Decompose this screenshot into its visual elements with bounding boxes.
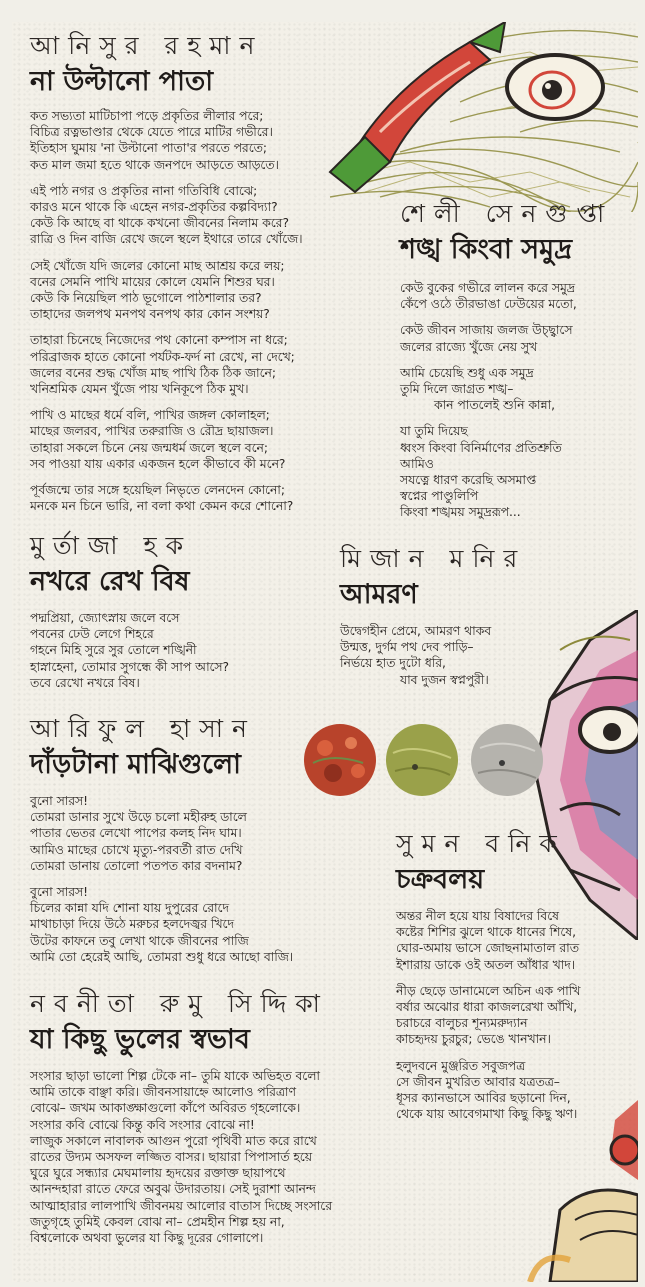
poem-line: পরিব্রাজক হাতে কোনো পর্যটক-ফর্দ না রেখে, না দেখে; [30, 349, 295, 364]
poem-line: কেউ কি নিয়েছিল পাঠ ভূগোলে পাঠশালার তর? [30, 290, 262, 305]
poem-title: না উল্টানো পাতা [30, 65, 214, 97]
poem-line: সংসার ছাড়া ভালো শিল্প টেকে না– তুমি যাকে অভিহত বলো [30, 1068, 320, 1083]
poem-line: পদ্মপ্রিয়া, জ্যোৎস্নায় জলে বসে [30, 610, 180, 625]
stanza [396, 908, 580, 973]
poem-line: বনের সেমনি পাখি মায়ের কোলে যেমনি শিশুর ঘর। [30, 274, 275, 289]
poem-line: বিশ্বলোকে অথবা ভুলের যা কিছু দূরের গোলাপে। [30, 1230, 264, 1245]
bottom-right-abstract-art [520, 1100, 638, 1282]
poem-ariful-hasan [30, 715, 293, 965]
poem-line: তোমরা ডানায় তোলো পতপত কার বদনাম? [30, 858, 243, 873]
poem-line: বর্ষার অঝোর ধারা কাজলরেখা আঁখি, [396, 999, 578, 1014]
poem-line: যা তুমি দিয়েছ [400, 424, 468, 439]
poem-line: গহনে মিহি সুরে সুর তোলে শঙ্খিনী [30, 643, 197, 658]
poem-line: সে জীবন মুখরিত আবার যত্রতত্র– [396, 1074, 560, 1089]
poem-line: কষ্টের শিশির ঝুলে থাকে ধানের শিষে, [396, 925, 576, 940]
stanza [400, 322, 613, 354]
stanza [396, 1058, 580, 1123]
stanza [30, 793, 293, 874]
poem-mizan-monir [340, 545, 526, 688]
poem-line: আমি চেয়েছি শুধু এক সমুদ্র [400, 365, 534, 380]
poem-line: কেউ কি আছে বা থাকে কখনো জীবনের নিলাম করে? [30, 216, 289, 231]
poem-line: তাহারা চিনেছে নিজেদের পথ কোনো কম্পাস না ধরে; [30, 333, 288, 348]
poem-line: কেউ বুকের গভীরে লালন করে সমুদ্র [400, 280, 575, 295]
poem-line: হাস্নাহেনা, তোমার সুগন্ধে কী সাপ আসে? [30, 659, 230, 674]
poem-line: আত্মাহারার লালপাখি জীবনময় আলোর বাতাস দিচ্ছে সংসারে [30, 1198, 332, 1213]
poem-line: সংসার কবি বোঝে কিন্তু কবি সংসার বোঝে না! [30, 1117, 255, 1132]
stanza [340, 623, 526, 688]
poem-line: থেকে যায় আবেগমাখা কিছু কিছু ঋণ। [396, 1107, 578, 1122]
poem-line: জলের রাজ্যে খুঁজে নেয় সুখ [400, 339, 538, 354]
poem-sheli-sengupta [400, 200, 613, 521]
poem-anisur-rahman [30, 32, 303, 514]
poem-murtaja-haq [30, 532, 229, 691]
poem-line: নীড় ছেড়ে ডানামেলে অচিন এক পাখি [396, 983, 581, 998]
poem-line: পাখি ও মাছের ধর্মে বলি, পাখির জঙ্গল কোলাহল; [30, 408, 270, 423]
poet-name: আরিফুল হাসান [30, 714, 256, 743]
poem-line: কিংবা শঙ্খময় সমুদ্ররূপ... [400, 505, 521, 520]
poem-line: নির্ভয়ে হাত দুটো ধরি, [340, 656, 446, 671]
poem-line: তাহাদের জলপথ মনপথ বনপথ কার কোন সংশয়? [30, 307, 270, 322]
poem-line: বুনো সারস! [30, 793, 89, 808]
poem-line: মাছের জলরব, পাখির তরুরাজি ও রৌদ্র ছায়াজল। [30, 424, 274, 439]
poem-line: কারও মনে থাকে কি এহেন নগর-প্রকৃতির কল্পবিদ্যা? [30, 199, 278, 214]
stanza [30, 183, 303, 248]
poem-line: জতুগৃহে তুমিই কেবল বোঝ না– প্রেমহীন শিল্প হয় না, [30, 1214, 285, 1229]
poem-line: কেউ জীবন সাজায় জলজ উচ্ছ্বাসে [400, 323, 573, 338]
poem-line: ইশারায় ডাকে ওই অতল আঁধার খাদ। [396, 957, 576, 972]
poem-line: জলের বনের শুদ্ধ খোঁজ মাছ পাখি ঠিক ঠিক জানে; [30, 365, 276, 380]
stanza [396, 983, 580, 1048]
stanza [30, 1068, 332, 1246]
poem-line: ধ্বংস কিংবা বিনির্মাণের প্রতিশ্রুতি [400, 440, 562, 455]
stanza [400, 280, 613, 312]
poet-name: মুর্তাজা হক [30, 531, 193, 560]
poet-name: সুমন বনিক [396, 829, 566, 858]
poem-line: চিলের কান্না যদি শোনা যায় দুপুরের রোদে [30, 901, 229, 916]
poem-line: অন্তর নীল হয়ে যায় বিষাদের বিষে [396, 908, 559, 923]
poem-line: যাব দুজন স্বপ্নপুরী। [400, 672, 489, 687]
poem-line: পূর্বজন্মে তার সঙ্গে হয়েছিল নিভৃতে লেনদেন কোনো; [30, 482, 286, 497]
poet-name: শেলী সেনগুপ্তা [400, 199, 614, 228]
poem-line: রাতের উদ্যম অসফল লজ্জিত বাসর। ছায়ারা পিপাসার্ত হয়ে [30, 1149, 312, 1164]
poem-title: শঙ্খ কিংবা সমুদ্র [400, 233, 573, 265]
poem-line: আমিও [400, 456, 434, 471]
poem-line: সযত্নে ধারণ করেছি অসমাপ্ত [400, 472, 537, 487]
stanza [30, 482, 303, 514]
poem-line: আমিও মাছের চোখে মৃত্যু-পরবর্তী রাত দেখি [30, 842, 243, 857]
poem-line: এই পাঠ নগর ও প্রকৃতির নানা গতিবিধি বোঝে; [30, 183, 258, 198]
stanza [30, 884, 293, 965]
poem-line: পাতার ভেতর লেখো পাপের কলহ নিদ ঘাম। [30, 826, 242, 841]
poem-line: কেঁপে ওঠে তীরভাঙা ঢেউয়ের মতো, [400, 297, 577, 312]
stanza [30, 332, 303, 397]
poem-line: বুনো সারস! [30, 884, 89, 899]
poem-line: তাহারা সকলে চিনে নেয় জন্মধর্ম জলে স্থলে বনে; [30, 440, 268, 455]
poem-line: হলুদবনে মুঞ্জরিত সবুজপত্র [396, 1058, 526, 1073]
poem-line: বোঝে– জখম আকাঙ্ক্ষাগুলো কাঁপে অবিরত গৃহলোকে। [30, 1101, 301, 1116]
poem-line: উটের কাফনে তবু লেখা থাকে জীবনের পাজি [30, 933, 249, 948]
poem-title: যা কিছু ভুলের স্বভাব [30, 1023, 250, 1055]
poem-line: উদ্বেগহীন প্রেমে, আমরণ থাকব [340, 623, 492, 638]
stanza [30, 610, 229, 691]
stanza [30, 258, 303, 323]
poem-line: স্বপ্নের পাণ্ডুলিপি [400, 489, 479, 504]
poem-line: কাচহৃদয় চুরচুর; ভেঙে খানখান। [396, 1032, 551, 1047]
poem-line: মাথাচাড়া দিয়ে উঠে মরুচর হলদেজ্বর খিদে [30, 917, 234, 932]
poem-line: কান পাতলেই শুনি কান্না, [434, 398, 555, 413]
poem-nabanita-rumu-siddika [30, 990, 332, 1246]
poem-line: লাজুক সকালে নাবালক আগুন পুরো পৃথিবী মাত করে রাখে [30, 1133, 317, 1148]
poem-line: পবনের ঢেউ লেগে শিহরে [30, 627, 154, 642]
red-texture-circle [303, 723, 377, 797]
stanza [400, 423, 613, 520]
poem-line: রাত্রি ও দিন বাজি রেখে জলে স্থলে ইথারে তারে খোঁজে। [30, 232, 303, 247]
poem-line: কত সভ্যতা মাটিচাপা পড়ে প্রকৃতির লীলার পরে; [30, 108, 264, 123]
poem-title: আমরণ [340, 578, 418, 610]
poem-title: দাঁড়টানা মাঝিগুলো [30, 748, 241, 780]
poet-name: আনিসুর রহমান [30, 31, 264, 60]
poem-line: বিচিত্র রত্নভাণ্ডার থেকে যেতে পারে মাটির গভীরে। [30, 125, 273, 140]
poem-line: উন্মত্ত, দুর্গম পথ দেব পাড়ি– [340, 640, 474, 655]
poem-line: আমি তাকে বাঞ্ছা করি। জীবনসায়াহ্নে আলোও পরিত্রাণ [30, 1085, 296, 1100]
poem-line: সেই খোঁজে যদি জলের কোনো মাছ আশ্রয় করে লয়; [30, 258, 285, 273]
stanza [400, 365, 613, 414]
poem-line: চরাচরে বালুচর শূন্যমরুদ্যান [396, 1016, 528, 1031]
nest-fish-illustration [320, 22, 638, 212]
poem-line: ঘুরে ঘুরে সন্ধ্যার মেঘমালায় হৃদয়ের রক্তাক্ত ছায়াপথে [30, 1166, 286, 1181]
poem-line: ইতিহাস ঘুমায় 'না উল্টানো পাতা'র পরতে পরতে; [30, 141, 268, 156]
poem-line: আনন্দহারা রাতে ফেরে অবুঝ উদারতায়। সেই দুরাশা আনন্দ [30, 1182, 316, 1197]
poem-line: তুমি দিলে জাগ্রত শঙ্খ– [400, 381, 514, 396]
poem-line: ধূসর ক্যানভাসে আবির ছড়ানো দিন, [396, 1090, 571, 1105]
poem-line: আমি তো হেরেই আছি, তোমরা শুধু ধরে আছো বাজি। [30, 949, 294, 964]
gray-texture-circle [470, 723, 544, 797]
stanza [30, 407, 303, 472]
green-texture-circle [385, 723, 459, 797]
poem-title: চক্রবলয় [396, 863, 485, 895]
poem-line: কত মাল জমা হতে থাকে জনপদে আড়তে আড়তে। [30, 157, 279, 172]
poem-line: খনিশ্রমিক যেমন খুঁজে পায় খনিকূপে ঠিক মুখ। [30, 381, 249, 396]
poem-line: মনকে মন চিনে ভারি, না বলা কথা কেমন করে শোনো? [30, 499, 294, 514]
poet-name: নবনীতা রুমু সিদ্দিকা [30, 989, 329, 1018]
poem-title: নখরে রেখ বিষ [30, 565, 190, 597]
poem-line: তোমরা ডানার সুখে উড়ে চলো মহীরুহ ডালে [30, 810, 247, 825]
poem-line: সব পাওয়া যায় একার একজন হলে কীভাবে কী মনে? [30, 456, 286, 471]
poem-suman-banik [396, 830, 580, 1122]
poet-name: মিজান মনির [340, 544, 527, 573]
stanza [30, 108, 303, 173]
poem-line: ঘোর-অমায় ভাসে জোছনামাতাল রাত [396, 941, 579, 956]
poem-line: তবে রেখো নখরে বিষ। [30, 675, 140, 690]
